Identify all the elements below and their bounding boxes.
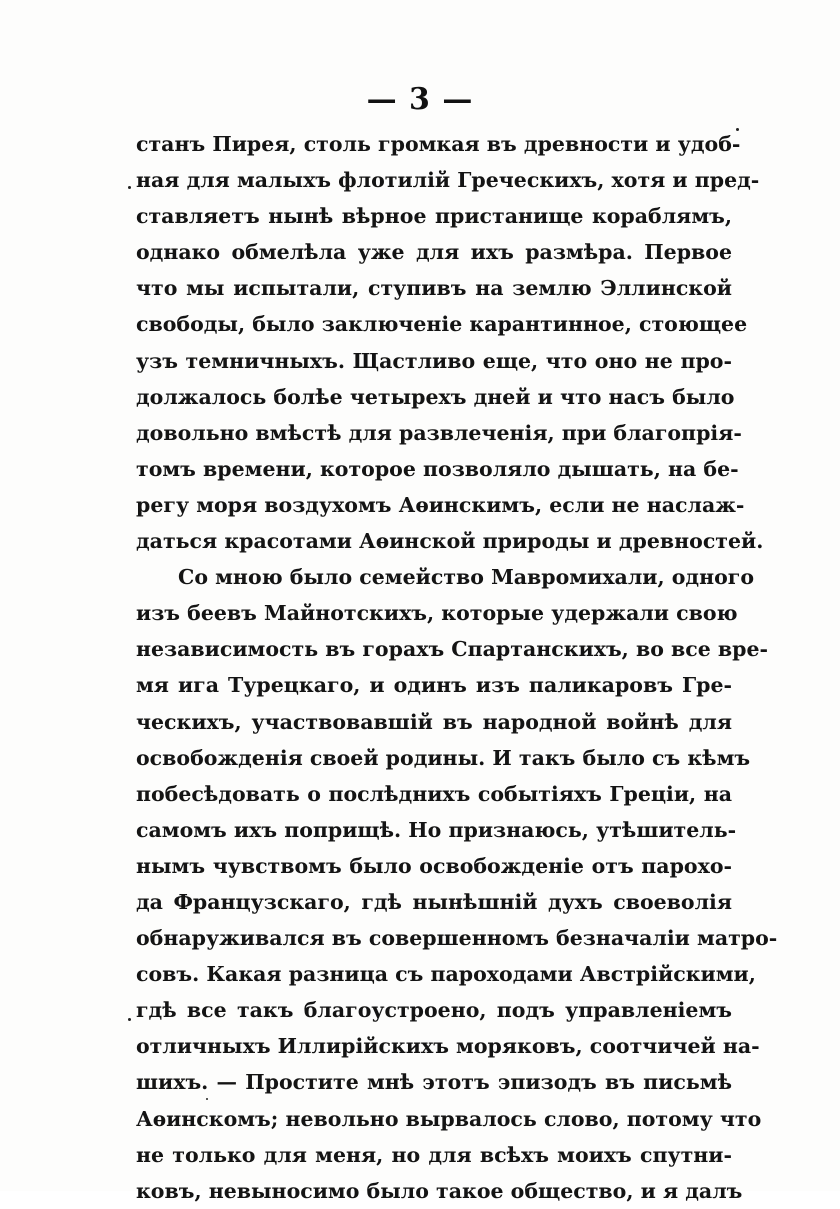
text-line: не только для меня, но для всѣхъ моихъ спутни- [136, 1142, 732, 1167]
text-line: ковъ, невыносимо было такое общество, и я далъ [136, 1178, 743, 1203]
text-line: станъ Пирея, столь громкая въ древности и удоб- [136, 132, 741, 156]
text-line: изъ беевъ Майнотскихъ, которые удержали свою [136, 601, 738, 626]
text-line: ставляетъ нынѣ вѣрное пристанище кораблямъ, [136, 204, 732, 229]
text-line: однако обмелѣла уже для ихъ размѣра. Первое [136, 240, 732, 265]
scan-speck [128, 1018, 131, 1021]
text-line: что мы испытали, ступивъ на землю Эллинской [136, 276, 732, 301]
text-line: томъ времени, которое позволяло дышать, на бе- [136, 456, 739, 481]
page-number: — 3 — [366, 82, 474, 117]
text-line: даться красотами Аѳинской природы и древностей. [136, 529, 764, 554]
text-line: должалось болѣе четырехъ дней и что насъ было [136, 384, 735, 409]
text-line: шихъ. — Простите мнѣ этотъ эпизодъ въ письмѣ [136, 1070, 732, 1095]
text-line: нымъ чувствомъ было освобожденіе отъ парохо- [136, 853, 732, 878]
text-line: мя ига Турецкаго, и одинъ изъ паликаровъ Гре- [136, 673, 732, 698]
text-line: ческихъ, участвовавшій въ народной войнѣ для [136, 709, 732, 734]
text-line: самомъ ихъ поприщѣ. Но признаюсь, утѣшитель- [136, 817, 737, 842]
text-line: Аѳинскомъ; невольно вырвалось слово, потому что [136, 1106, 762, 1131]
text-line: гдѣ все такъ благоустроено, подъ управленіемъ [136, 998, 732, 1023]
text-line: побесѣдовать о послѣднихъ событіяхъ Греціи, на [136, 781, 732, 806]
text-line: регу моря воздухомъ Аѳинскимъ, если не наслаж- [136, 492, 745, 517]
paragraph-first-line: Со мною было семейство Мавромихали, одного [178, 565, 755, 590]
scan-speck [206, 1098, 208, 1100]
text-line: освобожденія своей родины. И такъ было съ кѣмъ [136, 745, 751, 770]
text-line: обнаруживался въ совершенномъ безначаліи матро- [136, 926, 778, 951]
scan-speck [736, 128, 739, 131]
scan-speck [128, 186, 131, 189]
text-line: независимость въ горахъ Спартанскихъ, во все вре- [136, 637, 769, 662]
body-text [136, 126, 778, 1209]
text-line: совъ. Какая разница съ пароходами Австрійскими, [136, 962, 756, 987]
text-line: ная для малыхъ флотилій Греческихъ, хотя и пред- [136, 168, 760, 193]
text-line: да Французскаго, гдѣ нынѣшній духъ своеволія [136, 889, 732, 914]
text-line: свободы, было заключеніе карантинное, стоющее [136, 312, 748, 337]
text-line: отличныхъ Иллирійскихъ моряковъ, соотчичей на- [136, 1034, 760, 1059]
text-line: довольно вмѣстѣ для развлеченія, при благопрія- [136, 420, 742, 445]
text-line: узъ темничныхъ. Щастливо еще, что оно не про- [136, 348, 732, 373]
